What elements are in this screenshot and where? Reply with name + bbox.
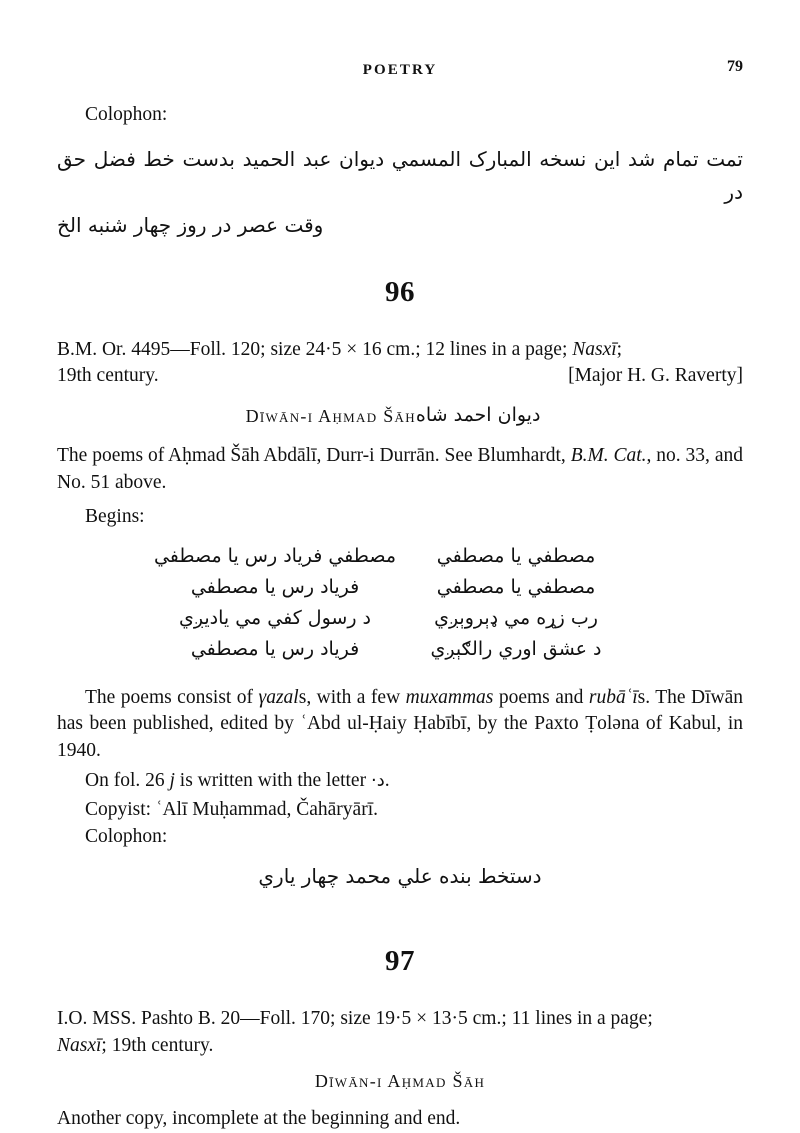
description-96-b: , no. 33, and No. 51 above. xyxy=(57,445,743,493)
entry-number-96: 96 xyxy=(385,275,415,308)
begins-label-96: Begins: xyxy=(85,506,145,527)
page-number: 79 xyxy=(727,58,743,75)
shelfmark-97: I.O. MSS. Pashto B. 20—Foll. 170; size 19·5 × 13·5 cm.; 11 lines in a page; xyxy=(57,1008,653,1029)
hemistich-right: مصطفي يا مصطفي xyxy=(436,544,596,567)
colophon-arabic-line-1: تمت تمام شد این نسخه المبارک المسمي دیوان عبد الحمید بدست خط فضل حق در xyxy=(57,146,743,204)
note-96-c: poems and xyxy=(493,686,589,708)
script-name-97: Nasxī xyxy=(57,1034,102,1056)
description-96 xyxy=(57,443,743,496)
entry-number-97: 97 xyxy=(385,945,415,977)
hemistich-right: د عشق اوري رالګېږي xyxy=(430,637,602,660)
genre-muxammas: muxammas xyxy=(405,686,494,708)
copyist-96: Copyist: ʿAlī Muḥammad, Čahāryārī. xyxy=(85,799,378,820)
folio-note-96-letter: j xyxy=(169,770,175,791)
hemistich-left: د رسول كفي مي ياديږي xyxy=(178,606,372,629)
note-96-b: s, with a few xyxy=(298,686,406,708)
folio-note-96-b: is written with the letter xyxy=(174,770,371,791)
page-title: POETRY xyxy=(362,62,438,78)
verse-block-96 xyxy=(57,541,743,665)
hemistich-right: مصطفي يا مصطفي xyxy=(436,575,596,598)
shelfmark-96-text: B.M. Or. 4495—Foll. 120; size 24·5 × 16 cm.; 12 lines in a page; xyxy=(57,338,573,360)
description-97: Another copy, incomplete at the beginning and end. xyxy=(57,1108,461,1129)
folio-note-96-a: On fol. 26 xyxy=(85,770,170,791)
description-96-a: The poems of Aḥmad Šāh Abdālī, Durr-i Durrān. See Blumhardt, xyxy=(57,445,571,466)
folio-note-96 xyxy=(57,764,743,797)
folio-note-96-c: . xyxy=(384,770,390,791)
colophon-label-96: Colophon: xyxy=(85,825,168,847)
genre-gazal: γazal xyxy=(258,686,299,708)
shelfmark-96 xyxy=(57,337,743,364)
provenance-96: [Major H. G. Raverty] xyxy=(568,365,743,386)
hemistich-left: فرياد رس يا مصطفي xyxy=(190,637,360,660)
hemistich-left: فرياد رس يا مصطفي xyxy=(190,575,360,598)
work-title-96 xyxy=(57,404,743,427)
colophon-arabic-line-2: وقت عصر در روز چهار شنبه الخ xyxy=(57,212,324,237)
shelfmark-96-semicolon: ; xyxy=(616,338,623,360)
catalogue-ref-96: B.M. Cat. xyxy=(570,445,647,466)
century-96: 19th century. xyxy=(57,365,159,386)
verse-line xyxy=(57,634,725,665)
work-title-97: Dīwān-i Aḥmad Šāh xyxy=(314,1071,486,1091)
note-96 xyxy=(57,685,743,765)
hemistich-left: مصطفي فرياد رس يا مصطفي xyxy=(153,544,397,567)
running-head xyxy=(57,58,743,102)
verse-line xyxy=(57,603,725,634)
colophon-arabic-96: دستخط بنده علي محمد چهار ياري xyxy=(258,864,542,888)
verse-line xyxy=(57,572,725,603)
folio-note-96-arabic: د· xyxy=(370,770,385,791)
genre-rubai: rubāʿī xyxy=(588,686,638,708)
century-97: ; 19th century. xyxy=(101,1034,214,1056)
work-title-96-arabic: دیوان احمد شاه xyxy=(415,404,541,426)
note-96-a: The poems consist of xyxy=(85,686,259,708)
hemistich-right: رب زړه مي ډېروېږي xyxy=(434,606,598,629)
note-96-d: s. The Dīwān has been published, edited by ʿAbd ul-Ḥaiy Ḥabībī, by the Paxto Ṭoləna of Kabul, in 1940. xyxy=(57,686,743,761)
verse-line xyxy=(57,541,725,572)
colophon-label-carryover: Colophon: xyxy=(85,104,168,125)
colophon-arabic-carryover xyxy=(57,143,743,242)
work-title-96-roman: Dīwān-i Aḥmad Šāh xyxy=(245,406,416,426)
script-name-96: Nasxī xyxy=(572,338,617,360)
shelfmark-97-line-2 xyxy=(57,1033,743,1060)
